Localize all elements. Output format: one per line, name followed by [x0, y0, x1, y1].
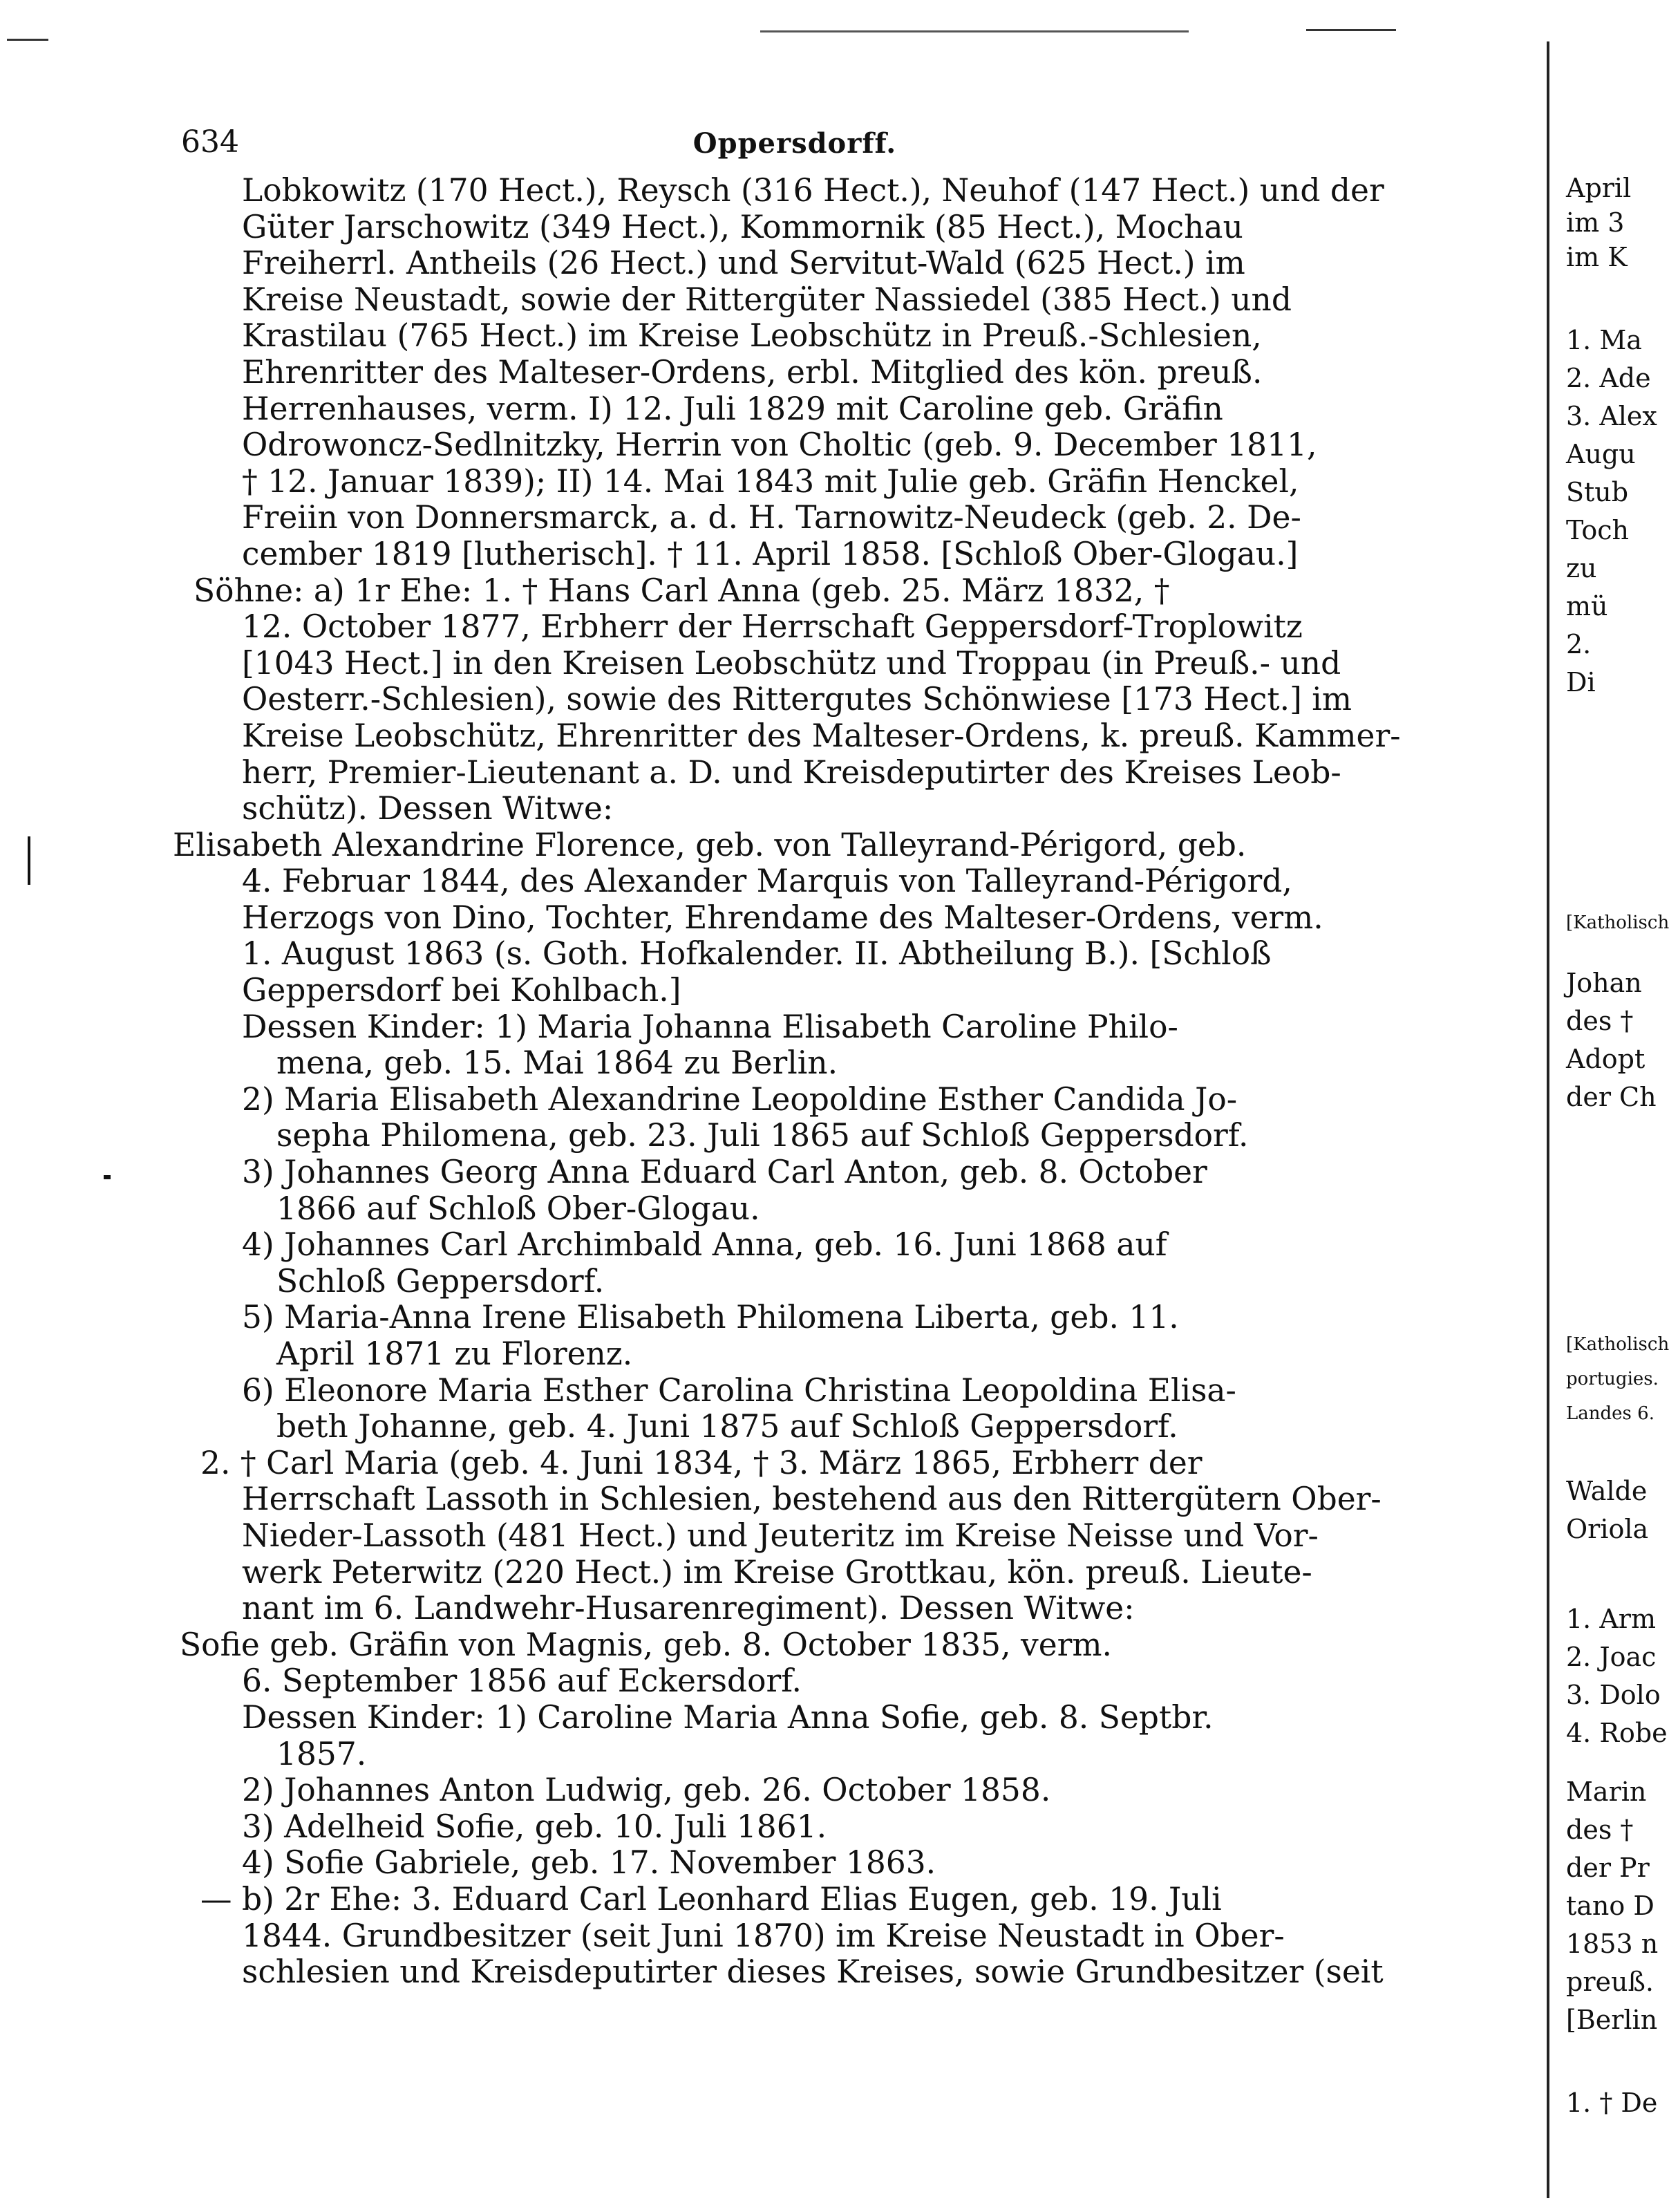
- text-line-child-entry: 4) Sofie Gabriele, geb. 17. November 1863.: [242, 1844, 936, 1882]
- text-line: cember 1819 [lutherisch]. † 11. April 1858. [Schloß Ober-Glogau.]: [242, 535, 1299, 572]
- text-line-son-entry: 2. † Carl Maria (geb. 4. Juni 1834, † 3. März 1865, Erbherr der: [200, 1444, 1203, 1481]
- neighbor-fragment: Oriola: [1566, 1514, 1649, 1544]
- neighbor-fragment: [Katholisch: [1566, 1334, 1669, 1355]
- neighbor-fragment: der Pr: [1566, 1853, 1650, 1883]
- neighbor-fragment: der Ch: [1566, 1082, 1657, 1112]
- neighbor-fragment: im K: [1566, 242, 1628, 272]
- text-line: schlesien und Kreisdeputirter dieses Kreises, sowie Grundbesitzer (seit: [242, 1953, 1384, 1991]
- scan-artifact-left-dot: [104, 1175, 111, 1179]
- neighbor-page-strip: [1562, 0, 1669, 2212]
- text-line: Herzogs von Dino, Tochter, Ehrendame des Malteser-Ordens, verm.: [242, 899, 1323, 936]
- text-line: Ehrenritter des Malteser-Ordens, erbl. Mitglied des kön. preuß.: [242, 353, 1263, 391]
- scan-artifact-left-mark: [28, 836, 30, 885]
- text-line-child-entry: 3) Adelheid Sofie, geb. 10. Juli 1861.: [242, 1808, 827, 1845]
- text-line: † 12. Januar 1839); II) 14. Mai 1843 mit Julie geb. Gräfin Henckel,: [242, 462, 1299, 500]
- text-line: April 1871 zu Florenz.: [276, 1335, 633, 1372]
- text-line-children-heading: Dessen Kinder: 1) Maria Johanna Elisabeth Caroline Philo-: [242, 1008, 1178, 1045]
- neighbor-fragment: Toch: [1566, 515, 1630, 545]
- text-line-child-entry: 5) Maria-Anna Irene Elisabeth Philomena Liberta, geb. 11.: [242, 1299, 1179, 1336]
- neighbor-fragment: April: [1566, 173, 1632, 203]
- text-line: herr, Premier-Lieutenant a. D. und Kreisdeputirter des Kreises Leob-: [242, 753, 1341, 791]
- neighbor-fragment: Landes 6.: [1566, 1403, 1654, 1424]
- neighbor-fragment: 2. Joac: [1566, 1642, 1657, 1672]
- neighbor-fragment: portugies.: [1566, 1369, 1659, 1389]
- text-line: 1857.: [276, 1735, 367, 1772]
- neighbor-fragment: des †: [1566, 1815, 1634, 1845]
- scan-artifact-top-center: [760, 30, 1189, 32]
- text-line: Nieder-Lassoth (481 Hect.) und Jeuteritz im Kreise Neisse und Vor-: [242, 1517, 1319, 1554]
- text-line: schütz). Dessen Witwe:: [242, 790, 614, 827]
- text-line: beth Johanne, geb. 4. Juni 1875 auf Schloß Geppersdorf.: [276, 1408, 1178, 1445]
- neighbor-fragment: 1. † De: [1566, 2088, 1658, 2118]
- text-line-widow-entry: Elisabeth Alexandrine Florence, geb. von Talleyrand-Périgord, geb.: [173, 826, 1247, 863]
- text-line: sepha Philomena, geb. 23. Juli 1865 auf Schloß Geppersdorf.: [276, 1117, 1249, 1154]
- neighbor-fragment: Marin: [1566, 1777, 1647, 1807]
- neighbor-fragment: preuß.: [1566, 1967, 1654, 1997]
- scan-artifact-top-left: [7, 39, 48, 41]
- text-line: Oesterr.-Schlesien), sowie des Rittergutes Schönwiese [173 Hect.] im: [242, 681, 1352, 718]
- text-line: Odrowoncz-Sedlnitzky, Herrin von Choltic (geb. 9. December 1811,: [242, 427, 1317, 464]
- neighbor-fragment: 1853 n: [1566, 1929, 1659, 1959]
- neighbor-fragment: zu: [1566, 553, 1597, 583]
- text-line: 1844. Grundbesitzer (seit Juni 1870) im Kreise Neustadt in Ober-: [242, 1917, 1285, 1954]
- neighbor-fragment: des †: [1566, 1006, 1634, 1036]
- text-line: Freiherrl. Antheils (26 Hect.) und Servitut-Wald (625 Hect.) im: [242, 245, 1245, 282]
- neighbor-fragment: tano D: [1566, 1891, 1654, 1921]
- neighbor-fragment: 3. Alex: [1566, 401, 1657, 431]
- neighbor-fragment: Adopt: [1566, 1044, 1646, 1074]
- text-line: Lobkowitz (170 Hect.), Reysch (316 Hect.), Neuhof (147 Hect.) und der: [242, 172, 1384, 209]
- neighbor-fragment: 2. Ade: [1566, 363, 1651, 393]
- text-line: Krastilau (765 Hect.) im Kreise Leobschütz in Preuß.-Schlesien,: [242, 317, 1262, 355]
- text-line: Güter Jarschowitz (349 Hect.), Kommornik (85 Hect.), Mochau: [242, 208, 1243, 245]
- text-line: werk Peterwitz (220 Hect.) im Kreise Grottkau, kön. preuß. Lieute-: [242, 1553, 1312, 1591]
- text-line-child-entry: 6) Eleonore Maria Esther Carolina Christina Leopoldina Elisa-: [242, 1371, 1236, 1409]
- neighbor-fragment: Walde: [1566, 1476, 1648, 1506]
- text-line: Schloß Geppersdorf.: [276, 1262, 605, 1300]
- text-line: 1. August 1863 (s. Goth. Hofkalender. II. Abtheilung B.). [Schloß: [242, 935, 1272, 973]
- neighbor-fragment: 4. Robe: [1566, 1718, 1668, 1748]
- text-line-child-entry: 2) Maria Elisabeth Alexandrine Leopoldine Esther Candida Jo-: [242, 1080, 1238, 1118]
- neighbor-fragment: Stub: [1566, 477, 1629, 507]
- page-header: [173, 118, 1417, 173]
- text-line: nant im 6. Landwehr-Husarenregiment). Dessen Witwe:: [242, 1590, 1135, 1627]
- text-line-widow-entry: Sofie geb. Gräfin von Magnis, geb. 8. October 1835, verm.: [180, 1626, 1113, 1663]
- neighbor-fragment: 1. Arm: [1566, 1604, 1656, 1634]
- neighbor-fragment: [Berlin: [1566, 2005, 1658, 2035]
- text-line-child-entry: 3) Johannes Georg Anna Eduard Carl Anton, geb. 8. October: [242, 1154, 1207, 1191]
- neighbor-fragment: 2.: [1566, 629, 1592, 659]
- text-line: 6. September 1856 auf Eckersdorf.: [242, 1662, 802, 1700]
- text-line: mena, geb. 15. Mai 1864 zu Berlin.: [276, 1044, 838, 1082]
- scan-artifact-top-right: [1306, 29, 1396, 31]
- book-page: [173, 118, 1417, 1991]
- neighbor-fragment: Augu: [1566, 439, 1636, 469]
- neighbor-fragment: mü: [1566, 591, 1608, 621]
- text-line-son-entry: — b) 2r Ehe: 3. Eduard Carl Leonhard Elias Eugen, geb. 19. Juli: [200, 1880, 1222, 1918]
- neighbor-fragment: im 3: [1566, 207, 1625, 238]
- neighbor-fragment: 3. Dolo: [1566, 1680, 1661, 1710]
- page-body: [173, 173, 1417, 1991]
- neighbor-fragment: Johan: [1566, 968, 1642, 998]
- text-line: Freiin von Donnersmarck, a. d. H. Tarnowitz-Neudeck (geb. 2. De-: [242, 499, 1301, 536]
- text-line-child-entry: 2) Johannes Anton Ludwig, geb. 26. October 1858.: [242, 1772, 1051, 1809]
- text-line-sons-heading: Söhne: a) 1r Ehe: 1. † Hans Carl Anna (geb. 25. März 1832, †: [194, 572, 1170, 609]
- text-line: Geppersdorf bei Kohlbach.]: [242, 972, 681, 1009]
- text-line: [1043 Hect.] in den Kreisen Leobschütz und Troppau (in Preuß.- und: [242, 644, 1341, 682]
- text-line-children-heading: Dessen Kinder: 1) Caroline Maria Anna Sofie, geb. 8. Septbr.: [242, 1698, 1214, 1736]
- page-gutter-line: [1547, 41, 1549, 2198]
- text-line: 12. October 1877, Erbherr der Herrschaft Geppersdorf-Troplowitz: [242, 608, 1303, 646]
- text-line: Herrenhauses, verm. I) 12. Juli 1829 mit Caroline geb. Gräfin: [242, 390, 1223, 427]
- text-line: Herrschaft Lassoth in Schlesien, bestehend aus den Rittergütern Ober-: [242, 1481, 1382, 1518]
- neighbor-fragment: 1. Ma: [1566, 325, 1642, 355]
- text-line-child-entry: 4) Johannes Carl Archimbald Anna, geb. 16. Juni 1868 auf: [242, 1226, 1167, 1264]
- running-head: Oppersdorff.: [692, 127, 897, 160]
- page-number: 634: [181, 124, 239, 160]
- neighbor-fragment: [Katholisch: [1566, 912, 1669, 933]
- neighbor-fragment: Di: [1566, 667, 1596, 697]
- text-line: 1866 auf Schloß Ober-Glogau.: [276, 1190, 760, 1227]
- text-line: 4. Februar 1844, des Alexander Marquis von Talleyrand-Périgord,: [242, 863, 1292, 900]
- text-line: Kreise Neustadt, sowie der Rittergüter Nassiedel (385 Hect.) und: [242, 281, 1292, 318]
- text-line: Kreise Leobschütz, Ehrenritter des Malteser-Ordens, k. preuß. Kammer-: [242, 717, 1401, 754]
